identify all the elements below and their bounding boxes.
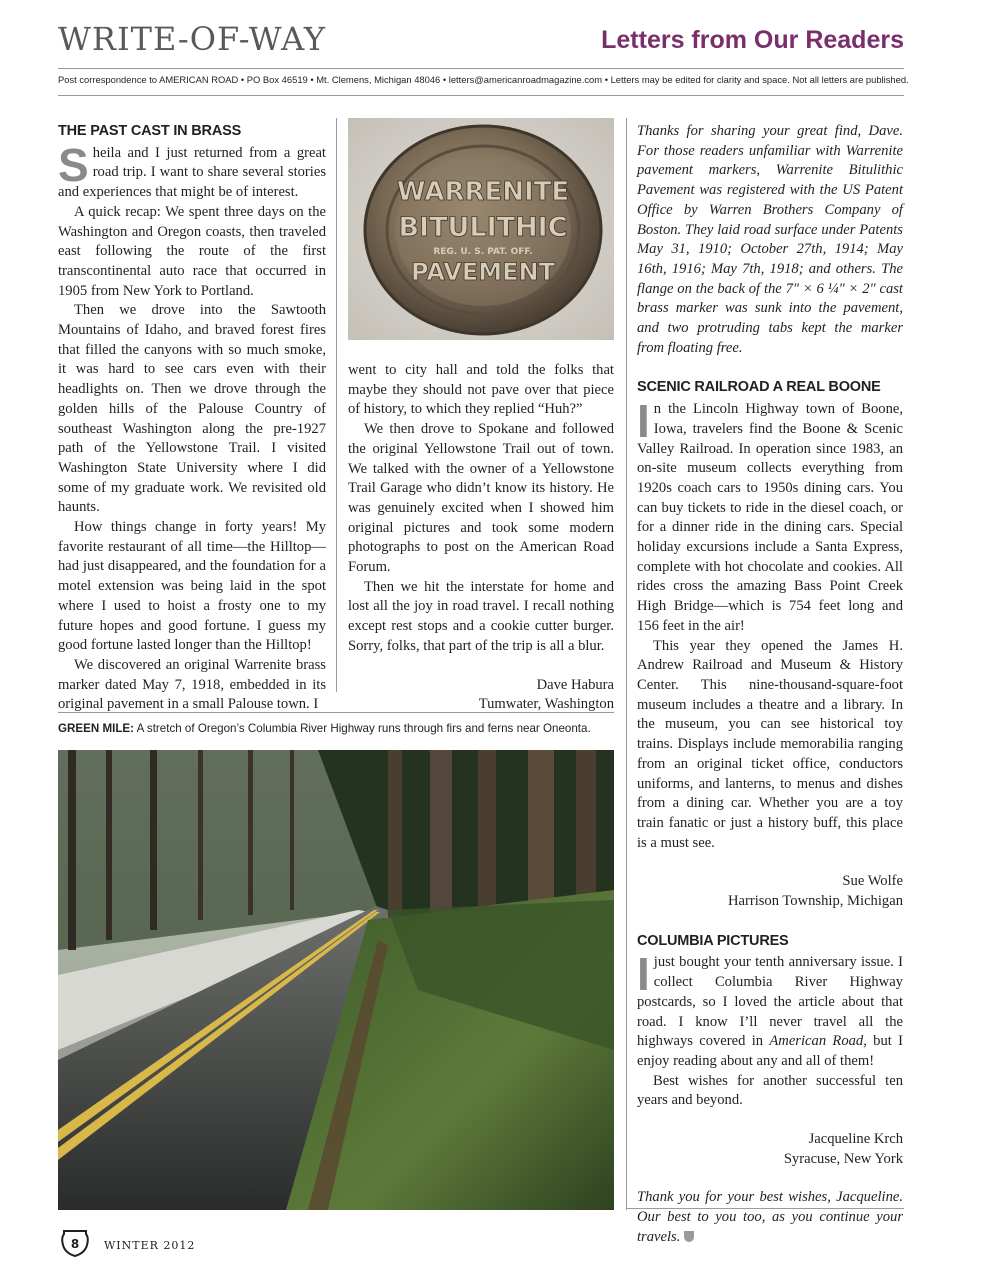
photo-caption	[58, 722, 614, 735]
road-illustration	[58, 750, 614, 1210]
signature-name: Sue Wolfe	[842, 873, 903, 890]
route-shield-icon	[60, 1228, 90, 1258]
caption-rule	[58, 712, 614, 713]
letter-paragraph: Sheila and I just returned from a great road trip. I want to share several stories and experiences that might be of interest.	[58, 138, 326, 201]
letter-paragraph: went to city hall and told the folks that maybe they should not pave over that piece of history, to which they replied “Huh?”	[348, 362, 614, 418]
letter-heading: SCENIC RAILROAD A REAL BOONE	[637, 379, 881, 396]
signature-place: Syracuse, New York	[783, 1150, 903, 1167]
brass-marker-illustration	[348, 118, 614, 340]
drop-cap: I	[637, 395, 650, 448]
editor-reply: Thanks for sharing your great find, Dave. For those readers unfamiliar with Warrenite pavement markers, Warrenite Bitulithic Pavement was registered with the US Patent Office by Warren Brothers Company of Boston. They laid road surface under Patents May 31, 1910; October 27th, 1914; May 16th, 1916; May 7th, 1918; and others. The flange on the back of the 7" × 6 ¼" × 2" cast brass marker was sunk into the pavement, and two protruding tabs kept the marker from floating free.	[637, 123, 903, 356]
letter-past-cast-in-brass-col2	[348, 361, 614, 715]
brass-marker-photo	[348, 118, 614, 340]
letter-paragraph: This year they opened the James H. Andrew Railroad and Museum & History Center. This nine-thousand-square-foot museum includes a theatre and a library. In the museum, you can see historical toy trains. Displays include memorabilia ranging from an original ticket office, conductors uniforms, and lanterns, to menus and dishes from a dining car. Whether you are a toy train fanatic or just a history buff, this place is a must see.	[637, 637, 903, 851]
letter-paragraph: Best wishes for another successful ten years and beyond.	[637, 1072, 903, 1109]
letter-paragraph: Then we drove into the Sawtooth Mountains of Idaho, and braved forest fires that filled the canyons with so much smoke, it was hard to see cars even with their headlights on. Then we drove through the golden hills of the Palouse Country of southeast Washington along the pre-1927 path of the Yellowstone Trail. I visited Washington State University where I did some of my graduate work. We revisited old haunts.	[58, 302, 326, 516]
signature-place: Tumwater, Washington	[478, 696, 614, 713]
letter-paragraph: In the Lincoln Highway town of Boone, Iowa, travelers find the Boone & Scenic Valley Railroad. In operation since 1983, an on-site museum collects everything from 1920s coach cars to 1950s dining cars. You can buy tickets to ride in the diesel coach, or for a dinner ride in the dining cars. Special holiday excursions include a Santa Express, complete with hot chocolate and cookies. All rides cross the amazing Bass Point Creek High Bridge—which is 754 feet long and 156 feet in the air!	[637, 395, 903, 634]
right-column	[637, 122, 903, 1248]
letter-paragraph: Then we hit the interstate for home and lost all the joy in road travel. I recall nothing except rest stops and a cookie cutter burger. Sorry, folks, that part of the trip is all a blur.	[348, 578, 614, 654]
letter-past-cast-in-brass-col1	[58, 122, 326, 715]
drop-cap: S	[58, 138, 89, 191]
caption-label: GREEN MILE:	[58, 722, 135, 735]
masthead-title: WRITE-OF-WAY	[58, 20, 327, 58]
column-bottom-rule	[626, 1208, 904, 1209]
marker-text-bitulithic: BITULITHIC	[398, 212, 568, 243]
letter-paragraph: How things change in forty years! My favorite restaurant of all time—the Hilltop—had just disappeared, and the foundation for a motel extension was being laid in the spot where I used to hoist a frosty one to my future hopes and good fortune. I guess my good fortune lasted longer than the Hilltop!	[58, 519, 326, 654]
letter-heading: COLUMBIA PICTURES	[637, 932, 789, 949]
columbia-river-highway-photo	[58, 750, 614, 1210]
signature-name: Dave Habura	[536, 676, 614, 693]
page-number: 8	[70, 1237, 80, 1251]
end-mark-icon	[684, 1231, 694, 1242]
masthead-rule-bottom	[58, 95, 904, 96]
marker-text-warrenite: WARRENITE	[396, 177, 570, 207]
caption-text: A stretch of Oregon’s Columbia River Highway runs through firs and ferns near Oneonta.	[134, 722, 591, 735]
postal-address-line: Post correspondence to AMERICAN ROAD • PO Box 46519 • Mt. Clemens, Michigan 48046 • letters@americanroadmagazine.com • Letters may be edited for clarity and space. Not all letters are published.	[58, 74, 909, 85]
marker-text-pavement: PAVEMENT	[410, 258, 556, 286]
issue-label: WINTER 2012	[104, 1239, 196, 1252]
column-divider	[626, 118, 627, 1210]
letter-paragraph: A quick recap: We spent three days on the Washington and Oregon coasts, then traveled east following the route of the first transcontinental auto race that occurred in 1905 from New York to Portland.	[58, 203, 326, 299]
section-title: Letters from Our Readers	[601, 26, 904, 54]
signature-place: Harrison Township, Michigan	[727, 893, 903, 910]
marker-text-patent: REG. U. S. PAT. OFF.	[433, 247, 533, 257]
masthead-rule-top	[58, 68, 904, 69]
letter-paragraph: I just bought your tenth anniversary issue. I collect Columbia River Highway postcards, so I loved the article about that road. I know I’ll never travel all the highways covered in American Road, but I enjoy reading about any and all of them!	[637, 948, 903, 1069]
column-divider	[336, 118, 337, 692]
letter-paragraph: We discovered an original Warrenite brass marker dated May 7, 1918, embedded in its original pavement in a small Palouse town. I	[58, 656, 326, 713]
drop-cap: I	[637, 948, 650, 1001]
letter-heading: THE PAST CAST IN BRASS	[58, 123, 242, 139]
letter-paragraph: We then drove to Spokane and followed the original Yellowstone Trail out of town. We talked with the owner of a Yellowstone Trail Garage who didn’t know its history. He was genuinely excited when I showed him original pictures and took some modern photographs to post on the American Road Forum.	[348, 421, 614, 576]
signature-name: Jacqueline Krch	[808, 1131, 903, 1148]
editor-reply: Thank you for your best wishes, Jacqueline. Our best to you too, as you continue your travels.	[637, 1189, 903, 1245]
